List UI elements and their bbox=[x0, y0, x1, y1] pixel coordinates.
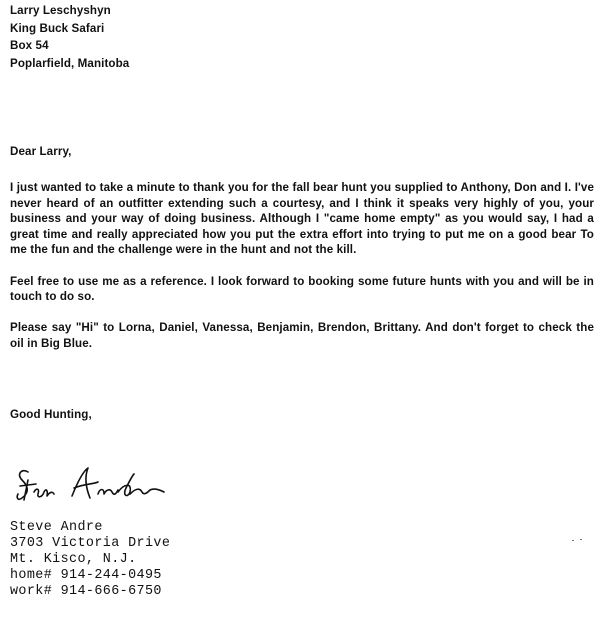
recipient-company: King Buck Safari bbox=[10, 21, 105, 35]
recipient-box: Box 54 bbox=[10, 39, 49, 53]
closing: Good Hunting, bbox=[10, 408, 92, 421]
recipient-name: Larry Leschyshyn bbox=[10, 4, 111, 17]
scan-speck bbox=[580, 539, 582, 540]
body-paragraph: Feel free to use me as a reference. I look forward to booking some future hunts with you and will be in touch to do so. bbox=[10, 274, 594, 304]
body-paragraph: Please say "Hi" to Lorna, Daniel, Vanessa, Benjamin, Brendon, Brittany. And don't forget to check the oil in Big Blue. bbox=[10, 321, 594, 350]
sender-street: 3703 Victoria Drive bbox=[10, 536, 171, 551]
sender-address bbox=[10, 520, 170, 600]
sender-work-phone: work# 914-666-6750 bbox=[10, 584, 162, 599]
scan-speck bbox=[572, 540, 574, 541]
recipient-city: Poplarfield, Manitoba bbox=[10, 56, 130, 70]
recipient-address bbox=[10, 2, 129, 72]
salutation: Dear Larry, bbox=[10, 145, 72, 158]
sender-name: Steve Andre bbox=[10, 520, 103, 535]
handwritten-signature bbox=[14, 458, 174, 518]
sender-city: Mt. Kisco, N.J. bbox=[10, 552, 137, 567]
letter-body bbox=[10, 180, 594, 367]
body-paragraph: I just wanted to take a minute to thank you for the fall bear hunt you supplied to Anthony, Don and I. I've never heard of an outfitter extending such a courtesy, and I think it speaks very highly of you, your business and your way of doing business. Although I "came home empty" as you would say, I had a great time and really appreciated how you put the extra effort into trying to put me on a good bear To me the fun and the challenge were in the hunt and not the kill. bbox=[10, 181, 594, 257]
sender-home-phone: home# 914-244-0495 bbox=[10, 568, 162, 583]
